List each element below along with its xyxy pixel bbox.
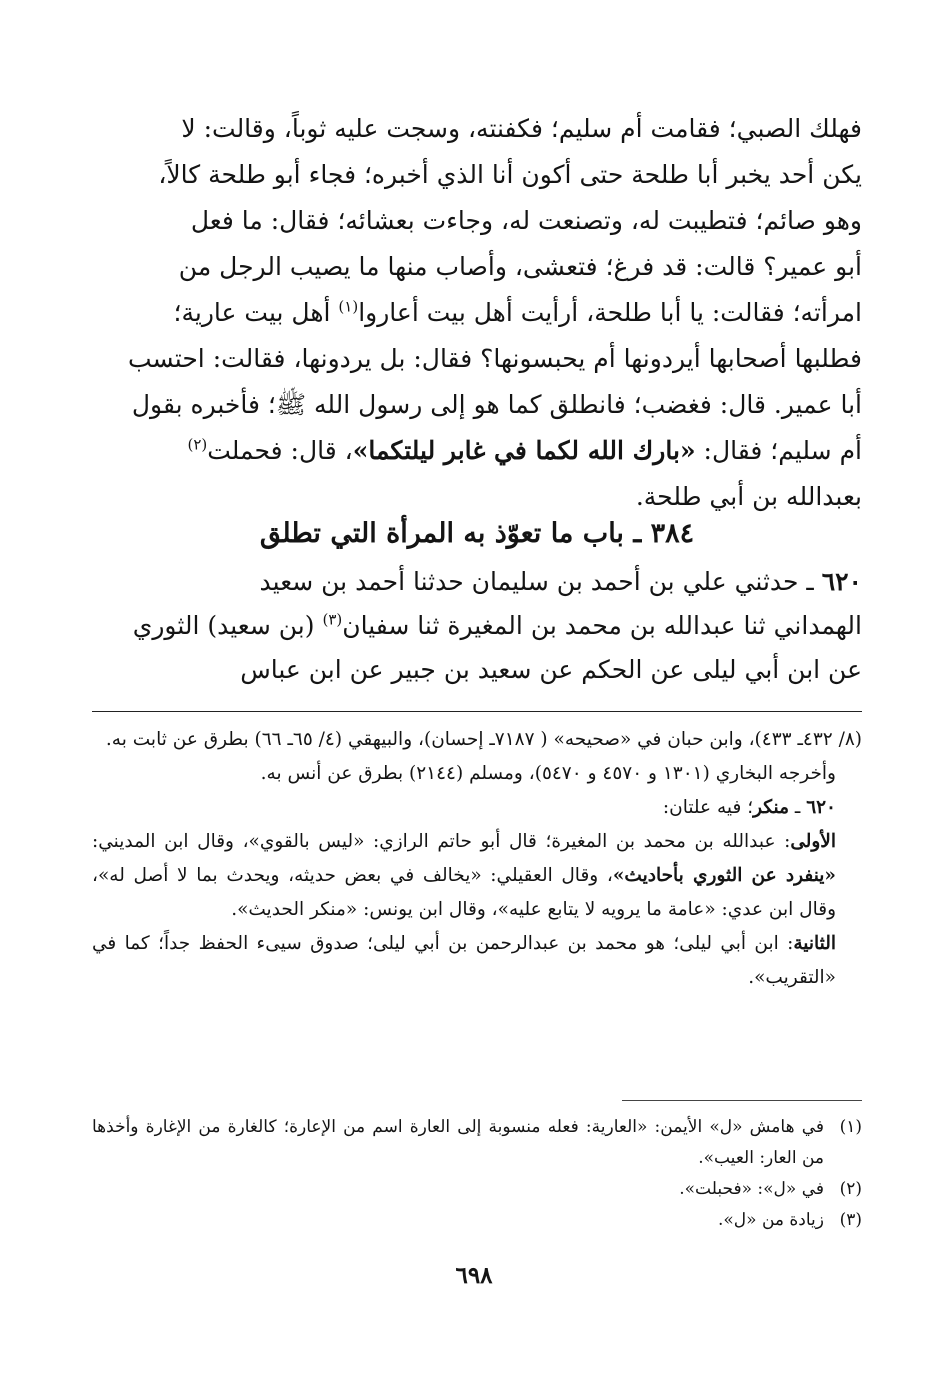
text-segment: أهل بيت عارية؛: [173, 298, 339, 327]
chapter-heading: ٣٨٤ ـ باب ما تعوّذ به المرأة التي تطلق: [259, 518, 695, 549]
footnote-mark: (١): [839, 1117, 862, 1137]
text-line: فطلبها أصحابها أيردونها أم يحبسونها؟ فقال: بل يردونها، فقالت: احتسب: [127, 344, 862, 373]
prophetic-quote: «بارك الله لكما في غابر ليلتكما»: [352, 436, 696, 465]
footnote-text: زيادة من «ل».: [717, 1210, 824, 1230]
footnote-divider: [622, 1100, 862, 1101]
footnote-item: [92, 1174, 862, 1205]
text-segment: الهمداني ثنا عبدالله بن محمد بن المغيرة ثنا سفيان: [342, 611, 862, 640]
text-line: عن ابن أبي ليلى عن الحكم عن سعيد بن جبير عن ابن عباس: [240, 655, 862, 684]
commentary-notes: [92, 723, 862, 995]
text-segment: أم سليم؛ فقال:: [695, 436, 862, 465]
hadith-isnad: [92, 560, 862, 692]
footnote-ref-1[interactable]: (١): [338, 297, 359, 316]
text-segment: : عبدالله بن محمد بن المغيرة؛ قال أبو حاتم الرازي: «ليس بالقوي»، وقال ابن المديني:: [92, 831, 791, 852]
text-line: بعبدالله بن أبي طلحة.: [635, 482, 862, 511]
text-line: [92, 560, 862, 604]
note-paragraph: وأخرجه البخاري (١٣٠١ و ٤٥٧٠ و ٥٤٧٠)، ومسلم (٢١٤٤) بطرق عن أنس به.: [260, 763, 836, 784]
text-line: فهلك الصبي؛ فقامت أم سليم؛ فكفنته، وسجت عليه ثوباً، وقالت: لا: [181, 114, 862, 143]
defect-label: الأولى: [790, 831, 836, 852]
hadith-number: ٦٢٠: [821, 567, 862, 596]
text-line: يكن أحد يخبر أبا طلحة حتى أكون أنا الذي أخبره؛ فجاء أبو طلحة كالاً،: [158, 160, 862, 189]
text-segment: ؛ فيه علتان:: [662, 797, 754, 818]
grading-label: منكر: [753, 797, 789, 818]
text-line: [92, 290, 862, 336]
text-segment: امرأته؛ فقالت: يا أبا طلحة، أرأيت أهل بيت أعاروا: [358, 298, 862, 327]
main-narrative: [92, 106, 862, 520]
text-segment: (بن سعيد) الثوري: [132, 611, 323, 640]
footnote-ref-3[interactable]: (٣): [322, 610, 343, 629]
note-paragraph: [92, 791, 862, 825]
footnote-text: في هامش «ل» الأيمن: «العارية: فعله منسوبة إلى العارة اسم من الإعارة؛ كالغارة من الإغارة وأخذها من العار: العيب».: [92, 1117, 824, 1168]
note-paragraph: [92, 927, 862, 995]
note-paragraph: (٨/ ٤٣٢ـ ٤٣٣)، وابن حبان في «صحيحه» ( ٧١٨٧ـ إحسان)، والبيهقي (٤/ ٦٥ـ ٦٦) بطرق عن ثابت به.: [105, 729, 862, 750]
footnote-item: [92, 1112, 862, 1174]
text-segment: ، قال: فحملت: [207, 436, 353, 465]
footnote-ref-2[interactable]: (٢): [187, 435, 208, 454]
note-paragraph: [92, 825, 862, 927]
footnote-mark: (٢): [839, 1179, 862, 1199]
footnote-mark: (٣): [839, 1210, 862, 1230]
text-line: أبو عمير؟ قالت: قد فرغ؛ فتعشى، وأصاب منها ما يصيب الرجل من: [178, 252, 862, 281]
footnote-item: [92, 1205, 862, 1236]
footnote-text: في «ل»: «فحبلت».: [679, 1179, 824, 1199]
defect-label: الثانية: [793, 933, 836, 954]
hadith-number: ٦٢٠: [806, 797, 836, 818]
text-line: وهو صائم؛ فتطيبت له، وتصنعت له، وجاءت بعشائه؛ فقال: ما فعل: [190, 206, 862, 235]
text-line: أبا عمير. قال: فغضب؛ فانطلق كما هو إلى رسول الله ﷺ؛ فأخبره بقول: [131, 390, 862, 419]
text-segment: : ابن أبي ليلى؛ هو محمد بن عبدالرحمن بن أبي ليلى؛ صدوق سيىء الحفظ جداً؛ كما في «التقريب».: [92, 933, 836, 988]
footnotes: [92, 1112, 862, 1236]
text-segment: ـ: [789, 797, 807, 818]
text-segment: ـ حدثني علي بن أحمد بن سليمان حدثنا أحمد بن سعيد: [259, 567, 822, 596]
text-segment: ، وقال العقيلي: «يخالف في بعض حديثه، ويحدث بما لا أصل له»، وقال ابن عدي: «عامة ما يرويه لا يتابع عليه»، وقال ابن يونس: «منكر الحديث».: [92, 865, 836, 920]
quoted-criticism: «ينفرد عن الثوري بأحاديث»: [612, 865, 836, 886]
text-line: [92, 428, 862, 474]
page-number: ٦٩٨: [455, 1262, 493, 1289]
text-line: [92, 604, 862, 648]
section-divider: [92, 711, 862, 712]
